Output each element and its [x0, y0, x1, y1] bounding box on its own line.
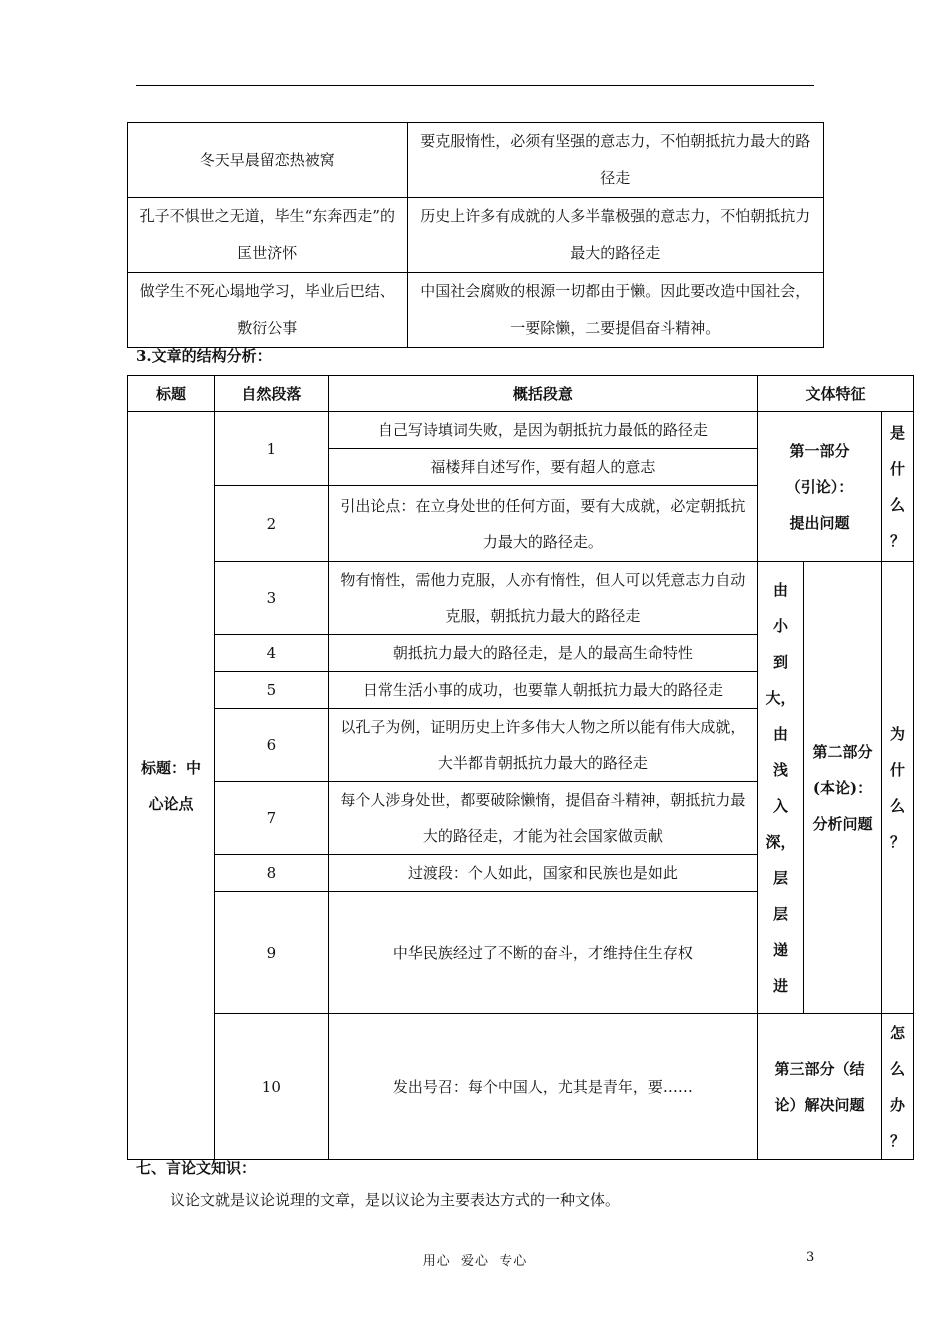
part-one-cell: 第一部分（引论）：提出问题 [758, 412, 882, 562]
summary-cell: 福楼拜自述写作，要有超人的意志 [328, 449, 757, 486]
paragraph-number: 7 [214, 782, 328, 855]
paragraph-number: 5 [214, 672, 328, 709]
part-two-question: 为 什 么 ？ [881, 562, 913, 1014]
example-cell: 孔子不惧世之无道，毕生“东奔西走”的匡世济怀 [128, 198, 408, 273]
paragraph-number: 8 [214, 855, 328, 892]
summary-cell: 朝抵抗力最大的路径走，是人的最高生命特性 [328, 635, 757, 672]
summary-cell: 日常生活小事的成功，也要靠人朝抵抗力最大的路径走 [328, 672, 757, 709]
header-summary: 概括段意 [328, 376, 757, 412]
summary-cell: 自己写诗填词失败，是因为朝抵抗力最低的路径走 [328, 412, 757, 449]
summary-cell: 以孔子为例，证明历史上许多伟大人物之所以能有伟大成就，大半都肯朝抵抗力最大的路径走 [328, 709, 757, 782]
table-row [128, 123, 824, 198]
conclusion-cell: 中国社会腐败的根源一切都由于懒。因此要改造中国社会，一要除懒，二要提倡奋斗精神。 [407, 273, 823, 348]
part-three-question: 怎 么 办 ？ [881, 1014, 913, 1160]
structure-table [127, 375, 914, 1160]
summary-cell: 每个人涉身处世，都要破除懒惰，提倡奋斗精神，朝抵抗力最大的路径走，才能为社会国家做贡献 [328, 782, 757, 855]
table-header-row [128, 376, 914, 412]
summary-cell: 物有惰性，需他力克服，人亦有惰性，但人可以凭意志力自动克服，朝抵抗力最大的路径走 [328, 562, 757, 635]
page-number: 3 [806, 1250, 815, 1265]
title-cell: 标题：中心论点 [128, 412, 215, 1160]
summary-cell: 发出号召：每个中国人，尤其是青年，要…… [328, 1014, 757, 1160]
section-3-heading: 3.文章的结构分析： [136, 347, 272, 365]
paragraph-number: 2 [214, 486, 328, 562]
paragraph-number: 1 [214, 412, 328, 486]
table-row [128, 198, 824, 273]
table-row [128, 412, 914, 449]
conclusion-cell: 历史上许多有成就的人多半靠极强的意志力，不怕朝抵抗力最大的路径走 [407, 198, 823, 273]
paragraph-number: 9 [214, 892, 328, 1014]
part-two-cell: 第二部分(本论)：分析问题 [804, 562, 882, 1014]
paragraph-number: 6 [214, 709, 328, 782]
example-cell: 冬天早晨留恋热被窝 [128, 123, 408, 198]
paragraph-number: 10 [214, 1014, 328, 1160]
header-paragraph: 自然段落 [214, 376, 328, 412]
part-three-cell: 第三部分（结论）解决问题 [758, 1014, 882, 1160]
part-one-question: 是 什 么 ？ [881, 412, 913, 562]
summary-cell: 引出论点：在立身处世的任何方面，要有大成就，必定朝抵抗力最大的路径走。 [328, 486, 757, 562]
example-cell: 做学生不死心塌地学习，毕业后巴结、敷衍公事 [128, 273, 408, 348]
section-7-heading: 七、言论文知识： [136, 1159, 257, 1177]
table-row [128, 562, 914, 635]
paragraph-number: 4 [214, 635, 328, 672]
table-row [128, 273, 824, 348]
section-7-text: 议论文就是议论说理的文章，是以议论为主要表达方式的一种文体。 [170, 1191, 621, 1209]
summary-cell: 过渡段：个人如此，国家和民族也是如此 [328, 855, 757, 892]
paragraph-number: 3 [214, 562, 328, 635]
progression-cell: 由 小 到 大， 由 浅 入 深， 层 层 递 进 [758, 562, 804, 1014]
examples-table [127, 122, 824, 348]
conclusion-cell: 要克服惰性，必须有坚强的意志力，不怕朝抵抗力最大的路径走 [407, 123, 823, 198]
header-title: 标题 [128, 376, 215, 412]
header-rule [136, 85, 814, 86]
footer-text: 用心 爱心 专心 [422, 1254, 528, 1269]
summary-cell: 中华民族经过了不断的奋斗，才维持住生存权 [328, 892, 757, 1014]
header-style: 文体特征 [758, 376, 914, 412]
table-row [128, 1014, 914, 1160]
